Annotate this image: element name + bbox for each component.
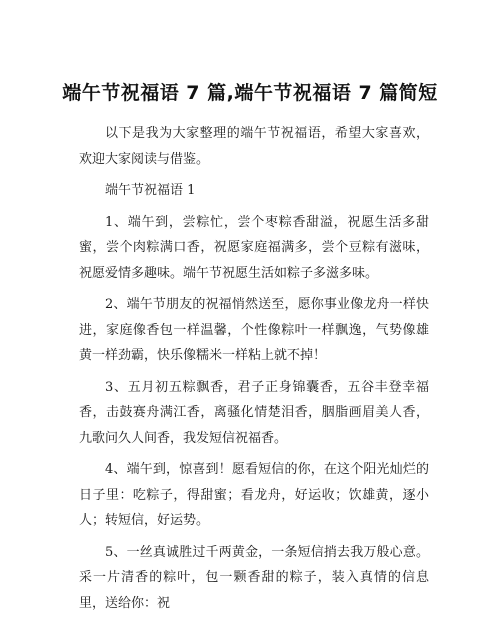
- document-body: [79, 121, 429, 622]
- document-title: 端午节祝福语 7 篇,端午节祝福语 7 篇简短: [62, 82, 438, 104]
- blessing-paragraph-5: 5、一丝真诚胜过千两黄金，一条短信捎去我万般心意。采一片清香的粽叶，包一颗香甜的粽子，装入真情的信息里，送给你：祝: [79, 544, 429, 611]
- section-heading: 端午节祝福语 1: [105, 183, 196, 198]
- blessing-paragraph-1: 1、端午到，尝粽忙，尝个枣粽香甜溢，祝愿生活多甜蜜，尝个肉粽满口香，祝愿家庭福满多，尝个豆粽有滋味，祝愿爱情多趣味。端午节祝愿生活如粽子多滋多味。: [79, 214, 429, 281]
- intro-paragraph: 以下是我为大家整理的端午节祝福语，希望大家喜欢，欢迎大家阅读与借鉴。: [79, 126, 429, 167]
- blessing-paragraph-4: 4、端午到，惊喜到！愿看短信的你，在这个阳光灿烂的日子里：吃粽子，得甜蜜；看龙舟，好运收；饮雄黄，逐小人；转短信，好运势。: [79, 462, 429, 528]
- blessing-paragraph-3: 3、五月初五粽飘香，君子正身锦囊香，五谷丰登幸福香，击鼓赛舟满江香，离骚化情楚泪香，胭脂画眉美人香，九歌问久人间香，我发短信祝福香。: [79, 379, 429, 446]
- blessing-paragraph-2: 2、端午节朋友的祝福悄然送至，愿你事业像龙舟一样快进，家庭像香包一样温馨，个性像粽叶一样飘逸，气势像雄黄一样劲霸，快乐像糯米一样粘上就不掉！: [79, 297, 429, 363]
